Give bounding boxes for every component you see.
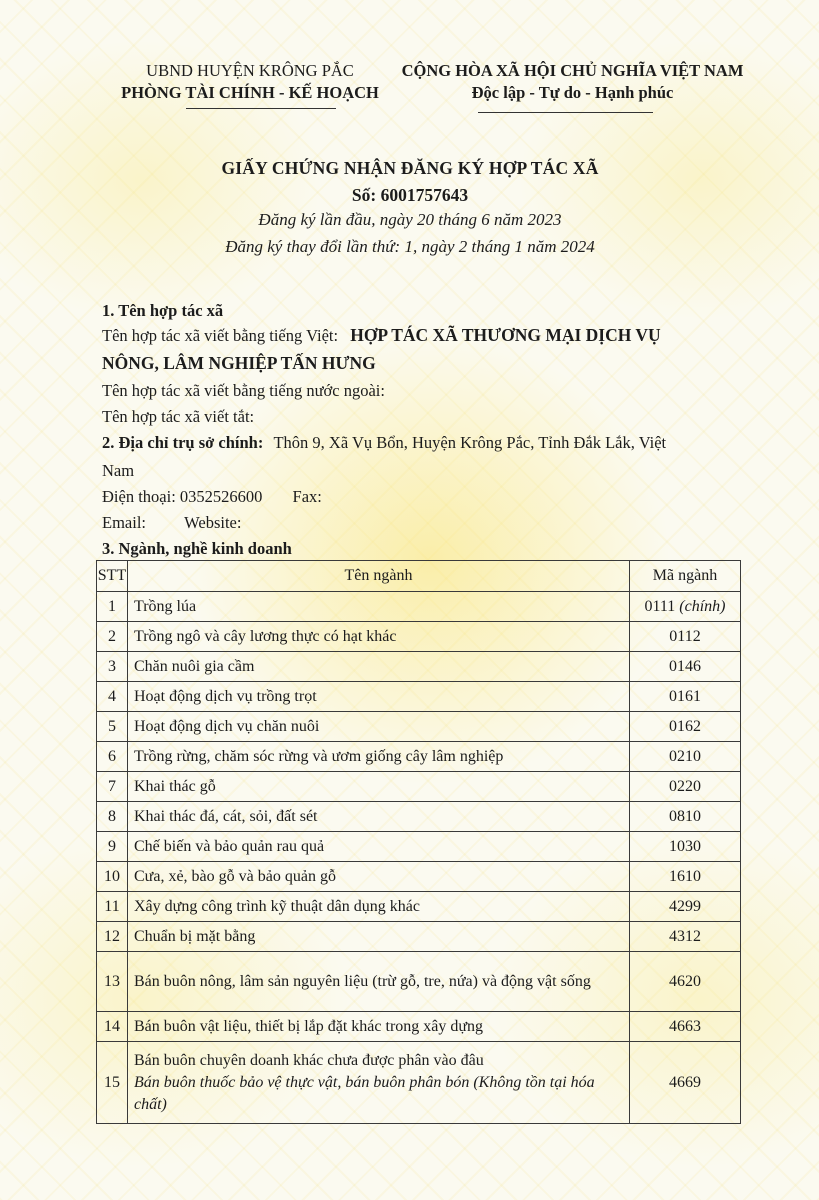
row-industry-name <box>128 802 630 832</box>
primary-industry-note: (chính) <box>679 597 726 615</box>
website-label: Website: <box>184 513 242 532</box>
vn-name-value-2: NÔNG, LÂM NGHIỆP TẤN HƯNG <box>102 353 376 373</box>
industry-name-text: Khai thác đá, cát, sỏi, đất sét <box>134 807 318 825</box>
change-registration-date: Đăng ký thay đổi lần thứ: 1, ngày 2 tháng 1 năm 2024 <box>225 237 595 256</box>
industry-name-text: Bán buôn nông, lâm sản nguyên liệu (trừ gỗ, tre, nứa) và động vật sống <box>134 972 591 990</box>
industry-code-text: 0161 <box>669 687 701 705</box>
first-registration-date: Đăng ký lần đầu, ngày 20 tháng 6 năm 2023 <box>258 210 562 229</box>
table-row <box>97 1012 741 1042</box>
fax-label: Fax: <box>292 487 322 506</box>
table-row <box>97 742 741 772</box>
table-row <box>97 622 741 652</box>
email-line <box>102 512 752 534</box>
business-lines-body <box>97 592 741 1124</box>
row-industry-code <box>630 682 741 712</box>
email-label: Email: <box>102 513 146 532</box>
industry-name-text: Bán buôn chuyên doanh khác chưa được phân vào đâu <box>134 1051 484 1069</box>
row-industry-code <box>630 922 741 952</box>
row-industry-name <box>128 1042 630 1124</box>
row-industry-name <box>128 742 630 772</box>
authority-office: PHÒNG TÀI CHÍNH - KẾ HOẠCH <box>121 83 379 102</box>
motto: Độc lập - Tự do - Hạnh phúc <box>471 83 674 102</box>
table-row <box>97 922 741 952</box>
row-industry-code <box>630 742 741 772</box>
issuing-authority <box>120 60 380 104</box>
motto-underline <box>478 112 653 113</box>
foreign-name-label: Tên hợp tác xã viết bằng tiếng nước ngoài: <box>102 381 385 400</box>
row-stt: 6 <box>97 742 128 772</box>
industry-name-text: Chuẩn bị mặt bằng <box>134 927 256 945</box>
table-row <box>97 712 741 742</box>
row-stt: 4 <box>97 682 128 712</box>
row-industry-name <box>128 682 630 712</box>
industry-code-text: 4663 <box>669 1017 701 1035</box>
row-stt: 12 <box>97 922 128 952</box>
address-value-2: Nam <box>102 461 135 480</box>
industry-name-text: Xây dựng công trình kỹ thuật dân dụng khác <box>134 897 420 915</box>
row-industry-code <box>630 862 741 892</box>
row-industry-name <box>128 1012 630 1042</box>
industry-name-text: Trồng lúa <box>134 597 197 615</box>
industry-name-text: Khai thác gỗ <box>134 777 216 795</box>
row-industry-name <box>128 922 630 952</box>
industry-code-text: 0146 <box>669 657 701 675</box>
industry-code-text: 1030 <box>669 837 701 855</box>
industry-code-text: 0112 <box>669 627 701 645</box>
table-row <box>97 592 741 622</box>
industry-name-text: Chăn nuôi gia cầm <box>134 657 255 675</box>
industry-code-text: 4669 <box>669 1073 701 1091</box>
table-row <box>97 682 741 712</box>
industry-code-text: 4299 <box>669 897 701 915</box>
section1-heading: 1. Tên hợp tác xã <box>102 301 224 320</box>
document-title: GIẤY CHỨNG NHẬN ĐĂNG KÝ HỢP TÁC XÃ <box>221 158 599 178</box>
table-row <box>97 952 741 1012</box>
row-industry-name <box>128 712 630 742</box>
row-industry-name <box>128 952 630 1012</box>
row-stt: 10 <box>97 862 128 892</box>
row-industry-code <box>630 622 741 652</box>
industry-name-text: Trồng ngô và cây lương thực có hạt khác <box>134 627 397 645</box>
column-header-stt: STT <box>97 561 128 592</box>
industry-code-text: 1610 <box>669 867 701 885</box>
column-header-code: Mã ngành <box>630 561 741 592</box>
row-industry-code <box>630 652 741 682</box>
industry-code-text: 4312 <box>669 927 701 945</box>
business-lines-table <box>96 560 741 1124</box>
row-stt: 3 <box>97 652 128 682</box>
industry-code-text: 0162 <box>669 717 701 735</box>
industry-code-text: 0220 <box>669 777 701 795</box>
certificate-number: Số: 6001757643 <box>351 185 469 205</box>
row-industry-name <box>128 892 630 922</box>
table-row <box>97 1042 741 1124</box>
industry-name-text: Hoạt động dịch vụ chăn nuôi <box>134 717 320 735</box>
row-stt: 15 <box>97 1042 128 1124</box>
row-industry-name <box>128 832 630 862</box>
row-stt: 13 <box>97 952 128 1012</box>
row-stt: 11 <box>97 892 128 922</box>
industry-code-text: 0810 <box>669 807 701 825</box>
industry-name-text: Bán buôn vật liệu, thiết bị lắp đặt khác trong xây dựng <box>134 1017 484 1035</box>
row-industry-name <box>128 592 630 622</box>
authority-parent: UBND HUYỆN KRÔNG PẮC <box>146 61 354 80</box>
industry-detail-text: Bán buôn thuốc bảo vệ thực vật, bán buôn phân bón (Không tồn tại hóa chất) <box>134 1073 595 1113</box>
country-name: CỘNG HÒA XÃ HỘI CHỦ NGHĨA VIỆT NAM <box>401 61 744 80</box>
table-row <box>97 862 741 892</box>
row-industry-code <box>630 1012 741 1042</box>
row-industry-code <box>630 712 741 742</box>
industry-name-text: Hoạt động dịch vụ trồng trọt <box>134 687 317 705</box>
row-industry-name <box>128 652 630 682</box>
table-row <box>97 772 741 802</box>
address-line <box>102 432 752 454</box>
address-value-1: Thôn 9, Xã Vụ Bổn, Huyện Krông Pắc, Tỉnh Đắk Lắk, Việt <box>273 433 667 452</box>
row-industry-name <box>128 772 630 802</box>
vn-name-value-1: HỢP TÁC XÃ THƯƠNG MẠI DỊCH VỤ <box>350 325 661 345</box>
row-industry-name <box>128 862 630 892</box>
section2-heading: 2. Địa chỉ trụ sở chính: <box>102 433 264 452</box>
table-row <box>97 832 741 862</box>
row-industry-code <box>630 892 741 922</box>
row-industry-code <box>630 772 741 802</box>
industry-name-text: Chế biến và bảo quản rau quả <box>134 837 325 855</box>
contact-line <box>102 486 752 508</box>
table-row <box>97 892 741 922</box>
row-stt: 8 <box>97 802 128 832</box>
row-industry-code <box>630 952 741 1012</box>
authority-underline <box>186 108 336 109</box>
table-row <box>97 802 741 832</box>
row-industry-code <box>630 832 741 862</box>
industry-code-text: 0111 <box>644 597 676 615</box>
vn-name-label: Tên hợp tác xã viết bằng tiếng Việt: <box>102 326 339 345</box>
vn-name-line <box>102 324 752 347</box>
row-industry-name <box>128 622 630 652</box>
row-stt: 7 <box>97 772 128 802</box>
row-stt: 1 <box>97 592 128 622</box>
column-header-name: Tên ngành <box>128 561 630 592</box>
row-stt: 9 <box>97 832 128 862</box>
table-row <box>97 652 741 682</box>
section3-heading: 3. Ngành, nghề kinh doanh <box>102 539 292 558</box>
industry-code-text: 4620 <box>669 972 701 990</box>
row-industry-code <box>630 592 741 622</box>
phone-label: Điện thoại: 0352526600 <box>102 487 263 506</box>
short-name-label: Tên hợp tác xã viết tắt: <box>102 407 255 426</box>
row-industry-code <box>630 1042 741 1124</box>
row-industry-code <box>630 802 741 832</box>
row-stt: 5 <box>97 712 128 742</box>
industry-name-text: Cưa, xẻ, bào gỗ và bảo quản gỗ <box>134 867 336 885</box>
row-stt: 2 <box>97 622 128 652</box>
row-stt: 14 <box>97 1012 128 1042</box>
national-motto <box>400 60 745 104</box>
industry-code-text: 0210 <box>669 747 701 765</box>
industry-name-text: Trồng rừng, chăm sóc rừng và ươm giống cây lâm nghiệp <box>134 747 504 765</box>
